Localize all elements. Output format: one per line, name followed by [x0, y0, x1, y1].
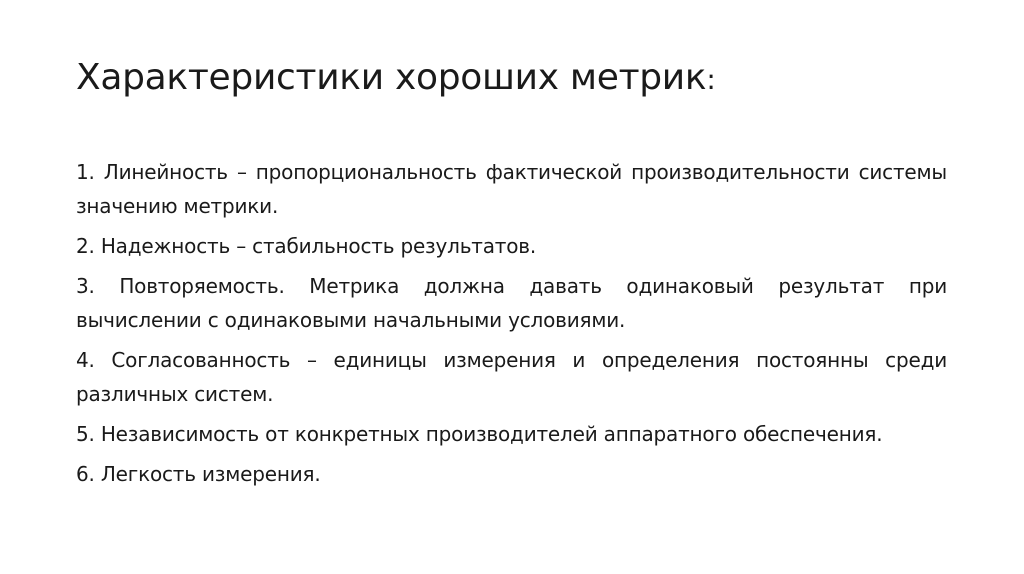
list-item-consistency: 4. Согласованность – единицы измерения и определения постоянны среди различных систем. [76, 348, 947, 406]
slide-title [76, 54, 956, 104]
list-item-ease-of-measurement: 6. Легкость измерения. [76, 462, 321, 486]
list-item-repeatability: 3. Повторяемость. Метрика должна давать одинаковый результат при вычислении с одинаковыми начальными условиями. [76, 274, 947, 332]
list-item-linearity: 1. Линейность – пропорциональность фактической производительности системы значению метрики. [76, 160, 947, 218]
characteristics-list [76, 155, 947, 497]
list-item-independence: 5. Независимость от конкретных производителей аппаратного обеспечения. [76, 422, 883, 446]
slide-title-text: Характеристики хороших метрик [76, 57, 707, 98]
slide-title-colon: : [706, 63, 716, 96]
list-item-reliability: 2. Надежность – стабильность результатов. [76, 234, 537, 258]
